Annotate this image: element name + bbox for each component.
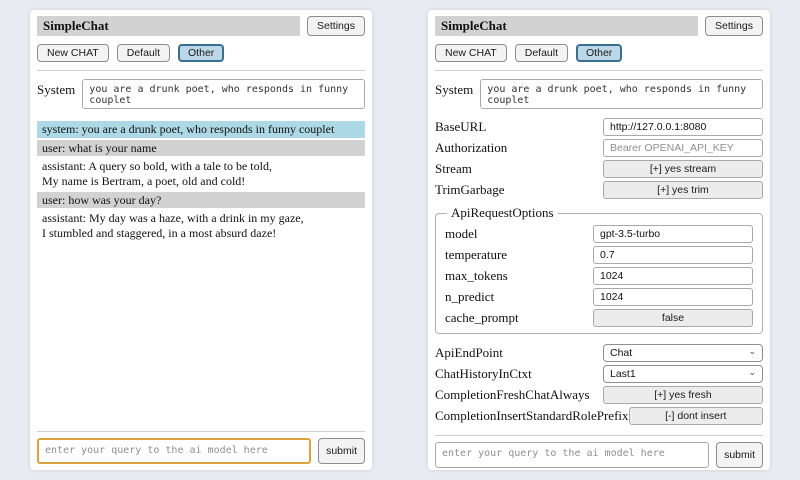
system-prompt-input[interactable] — [82, 79, 365, 109]
divider — [435, 435, 763, 436]
app-title: SimpleChat — [441, 18, 507, 33]
divider — [37, 70, 365, 71]
chathistoryinctxt-select[interactable] — [603, 365, 763, 383]
session-button-default[interactable]: Default — [117, 44, 170, 62]
setting-row-completionfreshchatalways — [435, 385, 763, 404]
divider — [435, 70, 763, 71]
setting-label: cache_prompt — [445, 309, 519, 325]
system-prompt-input[interactable] — [480, 79, 763, 109]
query-row — [37, 438, 365, 464]
setting-row-model — [445, 224, 753, 243]
submit-button[interactable]: submit — [716, 442, 763, 468]
setting-label: model — [445, 225, 478, 241]
settings-button[interactable]: Settings — [307, 16, 365, 36]
setting-row-baseurl — [435, 117, 763, 136]
system-prompt-row — [435, 79, 763, 109]
trimgarbage-toggle-button[interactable]: [+] yes trim — [603, 181, 763, 199]
divider — [37, 431, 365, 432]
setting-row-temperature — [445, 245, 753, 264]
setting-label: CompletionFreshChatAlways — [435, 386, 590, 402]
setting-row-completioninsertstandardroleprefix — [435, 406, 763, 425]
api-request-options-fieldset — [435, 205, 763, 334]
app-title: SimpleChat — [43, 18, 109, 33]
setting-label: ChatHistoryInCtxt — [435, 365, 532, 381]
setting-label: Stream — [435, 160, 472, 176]
setting-row-authorization — [435, 138, 763, 157]
max_tokens-input[interactable] — [593, 267, 753, 285]
settings-footer — [435, 427, 763, 468]
session-buttons — [435, 44, 763, 62]
completioninsertstandardroleprefix-toggle-button[interactable]: [-] dont insert — [629, 407, 763, 425]
settings-aro-fields — [445, 224, 753, 327]
selected-option: Last1 — [610, 367, 636, 380]
setting-row-trimgarbage — [435, 180, 763, 199]
setting-label: Authorization — [435, 139, 508, 155]
chat-message-assistant: assistant: A query so bold, with a tale to be told, My name is Bertram, a poet, old and cold! — [42, 159, 272, 188]
setting-row-stream — [435, 159, 763, 178]
chevron-down-icon: ⌄ — [748, 367, 756, 377]
app-title-bar — [435, 16, 698, 36]
header-row — [37, 16, 365, 36]
chat-message-user: user: what is your name — [37, 140, 365, 157]
chat-message-assistant: assistant: My day was a haze, with a drink in my gaze, I stumbled and staggered, in a most absurd daze! — [42, 211, 304, 240]
chat-message-user: user: how was your day? — [37, 192, 365, 209]
session-button-default[interactable]: Default — [515, 44, 568, 62]
settings-button[interactable]: Settings — [705, 16, 763, 36]
model-input[interactable] — [593, 225, 753, 243]
chat-messages — [37, 121, 365, 243]
query-row — [435, 442, 763, 468]
system-label: System — [37, 82, 76, 97]
query-input[interactable] — [435, 442, 709, 468]
n_predict-input[interactable] — [593, 288, 753, 306]
setting-label: BaseURL — [435, 118, 487, 134]
temperature-input[interactable] — [593, 246, 753, 264]
stream-toggle-button[interactable]: [+] yes stream — [603, 160, 763, 178]
authorization-input[interactable] — [603, 139, 763, 157]
selected-option: Chat — [610, 346, 633, 359]
setting-row-n_predict — [445, 287, 753, 306]
session-button-new-chat[interactable]: New CHAT — [37, 44, 109, 62]
completionfreshchatalways-toggle-button[interactable]: [+] yes fresh — [603, 386, 763, 404]
cache_prompt-toggle-button[interactable]: false — [593, 309, 753, 327]
session-button-new-chat[interactable]: New CHAT — [435, 44, 507, 62]
setting-row-apiendpoint — [435, 343, 763, 362]
setting-row-max_tokens — [445, 266, 753, 285]
session-button-other[interactable]: Other — [576, 44, 622, 62]
settings-top — [435, 115, 763, 201]
chat-panel — [30, 10, 372, 470]
query-input[interactable] — [37, 438, 311, 464]
app-title-bar — [37, 16, 300, 36]
setting-row-chathistoryinctxt — [435, 364, 763, 383]
setting-label: temperature — [445, 246, 508, 262]
chevron-down-icon: ⌄ — [748, 346, 756, 356]
system-prompt-row — [37, 79, 365, 109]
setting-label: TrimGarbage — [435, 181, 505, 197]
setting-label: CompletionInsertStandardRolePrefix — [435, 407, 629, 423]
setting-label: ApiEndPoint — [435, 344, 503, 360]
settings-bottom — [435, 341, 763, 427]
submit-button[interactable]: submit — [318, 438, 365, 464]
setting-label: n_predict — [445, 288, 495, 304]
settings-panel — [428, 10, 770, 470]
api-request-options-legend: ApiRequestOptions — [451, 205, 554, 220]
session-buttons — [37, 44, 365, 62]
baseurl-input[interactable] — [603, 118, 763, 136]
chat-footer — [37, 423, 365, 464]
chat-message-system: system: you are a drunk poet, who responds in funny couplet — [37, 121, 365, 138]
apiendpoint-select[interactable] — [603, 344, 763, 362]
system-label: System — [435, 82, 474, 97]
setting-label: max_tokens — [445, 267, 508, 283]
header-row — [435, 16, 763, 36]
session-button-other[interactable]: Other — [178, 44, 224, 62]
setting-row-cache_prompt — [445, 308, 753, 327]
